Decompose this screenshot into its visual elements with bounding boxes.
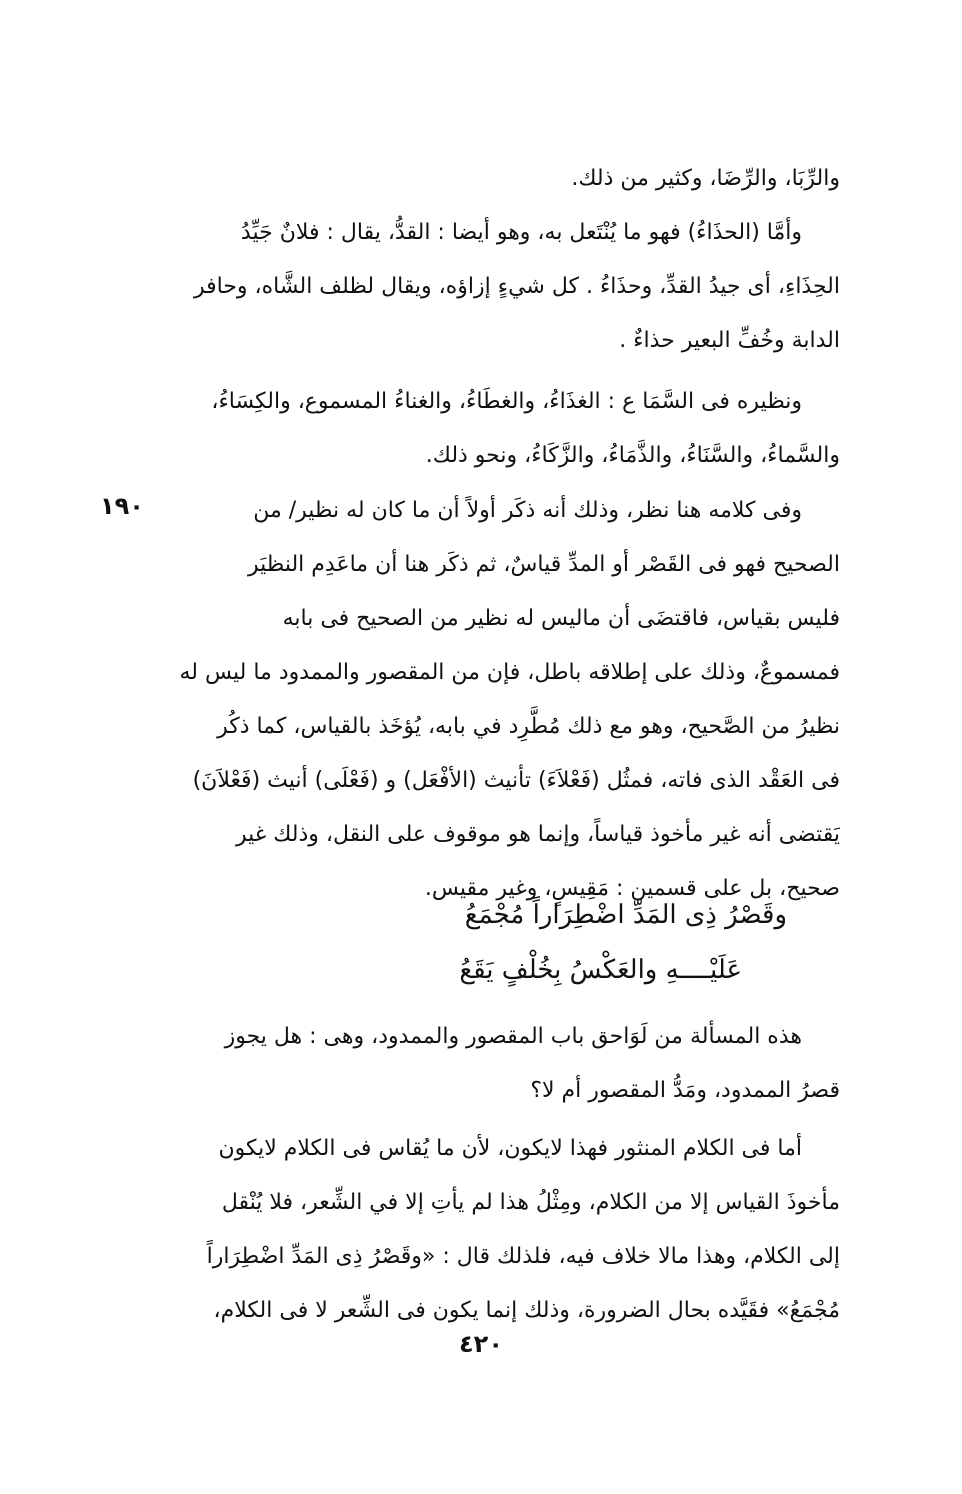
verse-line-2: عَلَيْــــهِ والعَكْسُ بِخُلْفٍ يَقَعُ [459,955,742,985]
verse-line-1: وقَصْرُ ذِى المَدِّ اضْطِرَاراً مُجْمَعُ [464,900,787,930]
text-line: الدابة وخُفِّ البعير حذاءٌ . [619,328,840,353]
paragraph-4 [160,484,840,916]
text-line: الصحيح فهو فى القَصْر أو المدِّ قياسٌ، ثم ذكَر هنا أن ماعَدِم النظيَر [248,552,840,577]
text-line: أما فى الكلام المنثور فهذا لايكون، لأن ما يُقاس فى الكلام لايكون [218,1136,802,1161]
text-line: إلى الكلام، وهذا مالا خلاف فيه، فلذلك قال : «وقَصْرُ ذِى المَدِّ اضْطِرَاراً [206,1244,840,1269]
paragraph-3 [160,375,840,483]
paragraph-2 [160,206,840,368]
text-line: فمسموعٌ، وذلك على إطلاقه باطل، فإن من المقصور والممدود ما ليس له [179,660,840,685]
text-line: فليس بقياس، فاقتضَى أن ماليس له نظير من الصحيح فى بابه [282,606,840,631]
text-line: وأمَّا (الحذَاءُ) فهو ما يُنْتَعل به، وهو أيضا : القدُّ، يقال : فلانٌ جَيِّدُ [240,220,802,245]
paragraph-6 [160,1122,840,1338]
text-line: وفى كلامه هنا نظر، وذلك أنه ذكَر أولاً أن ما كان له نظير/ من [253,498,802,523]
paragraph-5 [160,1010,840,1118]
text-line: والرِّبَا، والرِّضَا، وكثير من ذلك. [571,166,840,191]
text-line: والسَّماءُ، والسَّنَاءُ، والذَّمَاءُ، والزَّكَاءُ، ونحو ذلك. [425,443,840,468]
paragraph-1 [160,152,840,206]
text-line: قصرُ الممدود، ومَدُّ المقصور أم لا؟ [530,1078,840,1103]
text-line: الحِذَاءِ، أى جيدُ القدِّ، وحذَاءُ . كل شيءٍ إزاؤه، ويقال لظلف الشَّاه، وحافر [193,274,840,299]
text-line: ونظيره فى السَّمَا ع : الغذَاءُ، والغطَاءُ، والغناءُ المسموع، والكِسَاءُ، [211,389,802,414]
text-line: يَقتضى أنه غير مأخوذ قياساً، وإنما هو موقوف على النقل، وذلك غير [235,822,840,847]
text-line: مأخوذَ القياس إلا من الكلام، ومِثْلُ هذا لم يأتِ إلا في الشِّعر، فلا يُنْقل [221,1190,840,1215]
text-line: مُجْمَعُ» فقَيَّده بحال الضرورة، وذلك إنما يكون فى الشِّعر لا فى الكلام، [213,1298,840,1323]
margin-page-reference: ١٩٠ [100,492,144,520]
text-line: هذه المسألة من لَوَاحق باب المقصور والممدود، وهى : هل يجوز [224,1024,802,1049]
text-line: فى العَقْد الذى فاته، فمثُل (فَعْلاَءَ) تأنيث (الأفْعَل) و (فَعْلَى) أنيث (فَعْلاَنَ) [192,768,840,793]
text-line: صحيح، بل على قسمين : مَقِيسٍ، وغير مقيس. [424,876,840,901]
page-number: ٤٢٠ [459,1330,503,1358]
text-line: نظيرُ من الصَّحيح، وهو مع ذلك مُطَّرِد في بابه، يُؤخَذ بالقياس، كما ذكُر [217,714,840,739]
